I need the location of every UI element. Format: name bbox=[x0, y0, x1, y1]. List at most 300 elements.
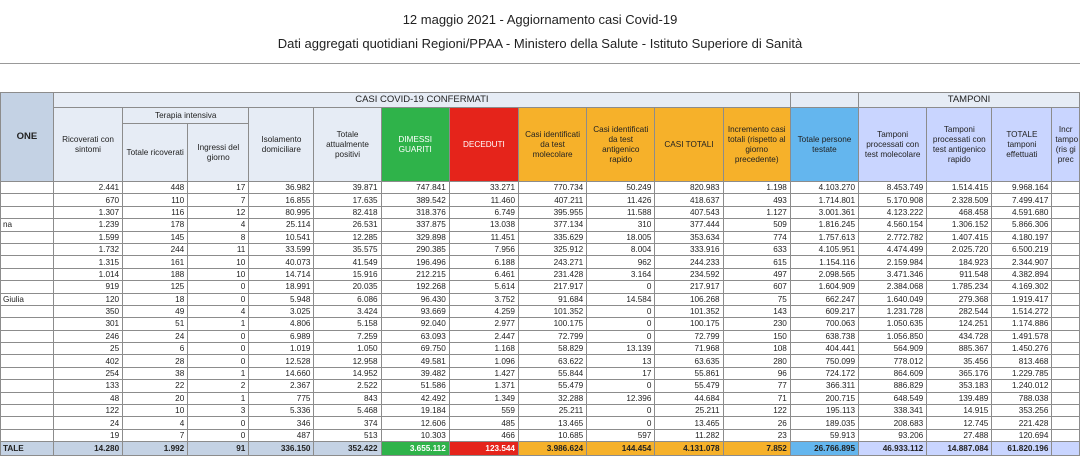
cell-value: 1.050.635 bbox=[859, 318, 927, 330]
cell-value: 750.099 bbox=[790, 355, 858, 367]
region-name bbox=[1, 206, 54, 218]
cell-value: 662.247 bbox=[790, 293, 858, 305]
cell-value: 770.734 bbox=[519, 182, 587, 194]
cell-value: 333.916 bbox=[655, 243, 723, 255]
region-name bbox=[1, 429, 54, 441]
cell-value: 195.113 bbox=[790, 405, 858, 417]
cell-value: 25.211 bbox=[519, 405, 587, 417]
cell-value: 189.035 bbox=[790, 417, 858, 429]
cell-value: 493 bbox=[723, 194, 790, 206]
cell-value: 23 bbox=[723, 429, 790, 441]
cell-value: 10 bbox=[188, 256, 249, 268]
cell-value: 100.175 bbox=[519, 318, 587, 330]
table-row bbox=[1, 330, 1080, 342]
cell-value: 208.683 bbox=[859, 417, 927, 429]
cell-value: 3.655.112 bbox=[381, 442, 449, 456]
cell-value: 0 bbox=[587, 281, 655, 293]
table-row bbox=[1, 281, 1080, 293]
cell-value: 19.184 bbox=[381, 405, 449, 417]
cell-value: 2.098.565 bbox=[790, 268, 858, 280]
cell-value: 1 bbox=[188, 392, 249, 404]
cell-value: 17 bbox=[587, 367, 655, 379]
cell-value: 336.150 bbox=[249, 442, 314, 456]
cell-value: 246 bbox=[53, 330, 122, 342]
cell-value: 1.127 bbox=[723, 206, 790, 218]
cell-value: 1.450.276 bbox=[992, 343, 1052, 355]
cell-value: 774 bbox=[723, 231, 790, 243]
cell-value: 14.584 bbox=[587, 293, 655, 305]
cell-value: 0 bbox=[587, 318, 655, 330]
cell-value: 96 bbox=[723, 367, 790, 379]
cell-value: 11 bbox=[188, 243, 249, 255]
cell-value: 10.541 bbox=[249, 231, 314, 243]
cell-value: 1.371 bbox=[449, 380, 518, 392]
cell-value: 18 bbox=[123, 293, 188, 305]
cell-value: 4.591.680 bbox=[992, 206, 1052, 218]
cell-value: 80.995 bbox=[249, 206, 314, 218]
cell-value: 101.352 bbox=[519, 305, 587, 317]
cell-value: 4 bbox=[188, 219, 249, 231]
cell-value: 3.471.346 bbox=[859, 268, 927, 280]
header-casi-totali: CASI TOTALI bbox=[655, 108, 723, 182]
header-incremento-tamponi: Incr tampo (ris gi prec bbox=[1052, 108, 1080, 182]
cell-value: 648.549 bbox=[859, 392, 927, 404]
region-name: Giulia bbox=[1, 293, 54, 305]
cell-value: 4.123.222 bbox=[859, 206, 927, 218]
cell-value: 12.958 bbox=[314, 355, 381, 367]
cell-value: 2.447 bbox=[449, 330, 518, 342]
cell-value: 14.915 bbox=[927, 405, 992, 417]
cell-value: 243.271 bbox=[519, 256, 587, 268]
cell-value: 4 bbox=[188, 305, 249, 317]
cell-value: 3.001.361 bbox=[790, 206, 858, 218]
cell-value bbox=[1052, 392, 1080, 404]
region-name bbox=[1, 243, 54, 255]
cell-value: 0 bbox=[188, 417, 249, 429]
cell-value: 6.188 bbox=[449, 256, 518, 268]
cell-value: 11.426 bbox=[587, 194, 655, 206]
cell-value: 1.514.415 bbox=[927, 182, 992, 194]
table-row bbox=[1, 256, 1080, 268]
cell-value: 638.738 bbox=[790, 330, 858, 342]
cell-value: 7.499.417 bbox=[992, 194, 1052, 206]
cell-value: 48 bbox=[53, 392, 122, 404]
cell-value: 196.496 bbox=[381, 256, 449, 268]
cell-value bbox=[1052, 281, 1080, 293]
cell-value: 3.164 bbox=[587, 268, 655, 280]
cell-value: 2.522 bbox=[314, 380, 381, 392]
cell-value: 19 bbox=[53, 429, 122, 441]
cell-value: 1.349 bbox=[449, 392, 518, 404]
cell-value: 0 bbox=[188, 429, 249, 441]
cell-value: 1.407.415 bbox=[927, 231, 992, 243]
cell-value: 96.430 bbox=[381, 293, 449, 305]
cell-value: 466 bbox=[449, 429, 518, 441]
cell-value: 8.453.749 bbox=[859, 182, 927, 194]
cell-value: 5.866.306 bbox=[992, 219, 1052, 231]
cell-value: 14.952 bbox=[314, 367, 381, 379]
table-row bbox=[1, 405, 1080, 417]
cell-value: 39.482 bbox=[381, 367, 449, 379]
cell-value: 123.544 bbox=[449, 442, 518, 456]
cell-value: 50.249 bbox=[587, 182, 655, 194]
cell-value: 27.488 bbox=[927, 429, 992, 441]
cell-value: 122 bbox=[723, 405, 790, 417]
header-ti-totale: Totale ricoverati bbox=[123, 124, 188, 182]
region-name bbox=[1, 343, 54, 355]
cell-value: 4.103.270 bbox=[790, 182, 858, 194]
header-tamponi-totale: TOTALE tamponi effettuati bbox=[992, 108, 1052, 182]
cell-value bbox=[1052, 330, 1080, 342]
cell-value: 407.543 bbox=[655, 206, 723, 218]
table-row bbox=[1, 194, 1080, 206]
cell-value: 338.341 bbox=[859, 405, 927, 417]
cell-value: 0 bbox=[188, 330, 249, 342]
cell-value: 1.640.049 bbox=[859, 293, 927, 305]
cell-value: 71.968 bbox=[655, 343, 723, 355]
cell-value: 5.948 bbox=[249, 293, 314, 305]
table-row bbox=[1, 243, 1080, 255]
cell-value: 12.528 bbox=[249, 355, 314, 367]
table-row bbox=[1, 305, 1080, 317]
region-name bbox=[1, 305, 54, 317]
cell-value: 161 bbox=[123, 256, 188, 268]
cell-value: 12.745 bbox=[927, 417, 992, 429]
table-row bbox=[1, 380, 1080, 392]
region-name bbox=[1, 355, 54, 367]
header-ricoverati: Ricoverati con sintomi bbox=[53, 108, 122, 182]
table-row bbox=[1, 206, 1080, 218]
cell-value: 389.542 bbox=[381, 194, 449, 206]
region-name bbox=[1, 194, 54, 206]
cell-value: 886.829 bbox=[859, 380, 927, 392]
cell-value bbox=[1052, 318, 1080, 330]
cell-value: 100.175 bbox=[655, 318, 723, 330]
cell-value: 497 bbox=[723, 268, 790, 280]
header-ti-ingressi: Ingressi del giorno bbox=[188, 124, 249, 182]
cell-value: 12.396 bbox=[587, 392, 655, 404]
cell-value: 5.468 bbox=[314, 405, 381, 417]
cell-value: 221.428 bbox=[992, 417, 1052, 429]
cell-value: 35.575 bbox=[314, 243, 381, 255]
cell-value: 18.991 bbox=[249, 281, 314, 293]
report-title: 12 maggio 2021 - Aggiornamento casi Covid-19 bbox=[402, 12, 678, 27]
cell-value: 418.637 bbox=[655, 194, 723, 206]
cell-value: 120 bbox=[53, 293, 122, 305]
cell-value: 2.772.782 bbox=[859, 231, 927, 243]
cell-value: 2.344.907 bbox=[992, 256, 1052, 268]
cell-value: 254 bbox=[53, 367, 122, 379]
region-name bbox=[1, 380, 54, 392]
region-name bbox=[1, 231, 54, 243]
cell-value: 290.385 bbox=[381, 243, 449, 255]
cell-value bbox=[1052, 206, 1080, 218]
cell-value: 5.158 bbox=[314, 318, 381, 330]
cell-value: 22 bbox=[123, 380, 188, 392]
cell-value: 184.923 bbox=[927, 256, 992, 268]
cell-value: 404.441 bbox=[790, 343, 858, 355]
table-row bbox=[1, 219, 1080, 231]
cell-value: 14.887.084 bbox=[927, 442, 992, 456]
cell-value: 46.933.112 bbox=[859, 442, 927, 456]
region-name bbox=[1, 405, 54, 417]
cell-value: 12.606 bbox=[381, 417, 449, 429]
cell-value: 513 bbox=[314, 429, 381, 441]
cell-value: 11.588 bbox=[587, 206, 655, 218]
cell-value: 110 bbox=[123, 194, 188, 206]
cell-value: 329.898 bbox=[381, 231, 449, 243]
cell-value: 26.766.895 bbox=[790, 442, 858, 456]
header-persone-testate: Totale persone testate bbox=[790, 108, 858, 182]
cell-value: 1.154.116 bbox=[790, 256, 858, 268]
cell-value: 1.307 bbox=[53, 206, 122, 218]
cell-value: 2.441 bbox=[53, 182, 122, 194]
cell-value: 55.479 bbox=[655, 380, 723, 392]
cell-value: 788.038 bbox=[992, 392, 1052, 404]
cell-value: 377.444 bbox=[655, 219, 723, 231]
cell-value: 775 bbox=[249, 392, 314, 404]
cell-value: 25 bbox=[53, 343, 122, 355]
cell-value: 1.306.152 bbox=[927, 219, 992, 231]
cell-value: 1.096 bbox=[449, 355, 518, 367]
cell-value: 49.581 bbox=[381, 355, 449, 367]
cell-value: 28 bbox=[123, 355, 188, 367]
cell-value: 1 bbox=[188, 367, 249, 379]
cell-value bbox=[1052, 219, 1080, 231]
cell-value: 4.169.302 bbox=[992, 281, 1052, 293]
cell-value: 1.239 bbox=[53, 219, 122, 231]
region-name: TALE bbox=[1, 442, 54, 456]
cell-value: 63.093 bbox=[381, 330, 449, 342]
cell-value: 77 bbox=[723, 380, 790, 392]
cell-value: 72.799 bbox=[519, 330, 587, 342]
cell-value: 864.609 bbox=[859, 367, 927, 379]
cell-value bbox=[1052, 305, 1080, 317]
cell-value: 0 bbox=[188, 281, 249, 293]
cell-value: 13.139 bbox=[587, 343, 655, 355]
cell-value: 2.367 bbox=[249, 380, 314, 392]
cell-value: 17 bbox=[188, 182, 249, 194]
cell-value: 0 bbox=[587, 330, 655, 342]
cell-value: 15.916 bbox=[314, 268, 381, 280]
cell-value: 820.983 bbox=[655, 182, 723, 194]
cell-value: 346 bbox=[249, 417, 314, 429]
cell-value bbox=[1052, 405, 1080, 417]
cell-value bbox=[1052, 429, 1080, 441]
cell-value: 1.240.012 bbox=[992, 380, 1052, 392]
cell-value: 116 bbox=[123, 206, 188, 218]
cell-value: 3.986.624 bbox=[519, 442, 587, 456]
cell-value: 8 bbox=[188, 231, 249, 243]
cell-value: 1.604.909 bbox=[790, 281, 858, 293]
cell-value: 4.180.197 bbox=[992, 231, 1052, 243]
region-name bbox=[1, 367, 54, 379]
cell-value: 402 bbox=[53, 355, 122, 367]
cell-value: 4 bbox=[123, 417, 188, 429]
cell-value: 26 bbox=[723, 417, 790, 429]
table-body bbox=[1, 182, 1080, 456]
cell-value: 143 bbox=[723, 305, 790, 317]
cell-value: 7.956 bbox=[449, 243, 518, 255]
cell-value: 11.451 bbox=[449, 231, 518, 243]
cell-value: 1.491.578 bbox=[992, 330, 1052, 342]
cell-value: 778.012 bbox=[859, 355, 927, 367]
cell-value: 51 bbox=[123, 318, 188, 330]
cell-value: 310 bbox=[587, 219, 655, 231]
header-dimessi: DIMESSI GUARITI bbox=[381, 108, 449, 182]
cell-value: 32.288 bbox=[519, 392, 587, 404]
cell-value: 395.955 bbox=[519, 206, 587, 218]
cell-value: 108 bbox=[723, 343, 790, 355]
cell-value: 244.233 bbox=[655, 256, 723, 268]
cell-value: 352.422 bbox=[314, 442, 381, 456]
cell-value: 365.176 bbox=[927, 367, 992, 379]
table-row bbox=[1, 231, 1080, 243]
cell-value: 122 bbox=[53, 405, 122, 417]
cell-value: 377.134 bbox=[519, 219, 587, 231]
cell-value bbox=[1052, 268, 1080, 280]
cell-value: 1.757.613 bbox=[790, 231, 858, 243]
cell-value: 4.382.894 bbox=[992, 268, 1052, 280]
cell-value: 353.634 bbox=[655, 231, 723, 243]
cell-value: 4.560.154 bbox=[859, 219, 927, 231]
cell-value: 0 bbox=[587, 417, 655, 429]
cell-value: 63.622 bbox=[519, 355, 587, 367]
cell-value: 353.256 bbox=[992, 405, 1052, 417]
cell-value bbox=[1052, 442, 1080, 456]
cell-value: 448 bbox=[123, 182, 188, 194]
cell-value: 92.040 bbox=[381, 318, 449, 330]
region-name bbox=[1, 330, 54, 342]
cell-value: 120.694 bbox=[992, 429, 1052, 441]
cell-value: 485 bbox=[449, 417, 518, 429]
table-row bbox=[1, 182, 1080, 194]
cell-value: 7 bbox=[188, 194, 249, 206]
region-name bbox=[1, 281, 54, 293]
header-molecolare: Casi identificati da test molecolare bbox=[519, 108, 587, 182]
cell-value: 24 bbox=[53, 417, 122, 429]
cell-value: 2.977 bbox=[449, 318, 518, 330]
cell-value: 144.454 bbox=[587, 442, 655, 456]
cell-value: 13 bbox=[587, 355, 655, 367]
cell-value: 49 bbox=[123, 305, 188, 317]
cell-value: 25.211 bbox=[655, 405, 723, 417]
cell-value: 20.035 bbox=[314, 281, 381, 293]
cell-value: 4.131.078 bbox=[655, 442, 723, 456]
header-antigenico: Casi identificati da test antigenico rapido bbox=[587, 108, 655, 182]
cell-value: 9.968.164 bbox=[992, 182, 1052, 194]
cell-value: 5.336 bbox=[249, 405, 314, 417]
cell-value bbox=[1052, 256, 1080, 268]
cell-value: 13.465 bbox=[655, 417, 723, 429]
cell-value: 10.303 bbox=[381, 429, 449, 441]
cell-value: 1.174.886 bbox=[992, 318, 1052, 330]
table-row bbox=[1, 417, 1080, 429]
cell-value: 55.844 bbox=[519, 367, 587, 379]
cell-value: 4.105.951 bbox=[790, 243, 858, 255]
cell-value: 280 bbox=[723, 355, 790, 367]
cell-value: 106.268 bbox=[655, 293, 723, 305]
cell-value: 2 bbox=[188, 380, 249, 392]
cell-value: 10.685 bbox=[519, 429, 587, 441]
cell-value: 564.909 bbox=[859, 343, 927, 355]
cell-value: 700.063 bbox=[790, 318, 858, 330]
cell-value: 6 bbox=[123, 343, 188, 355]
cell-value: 200.715 bbox=[790, 392, 858, 404]
cell-value: 231.428 bbox=[519, 268, 587, 280]
cell-value: 1 bbox=[188, 318, 249, 330]
cell-value: 91 bbox=[188, 442, 249, 456]
cell-value: 6.500.219 bbox=[992, 243, 1052, 255]
header-deceduti: DECEDUTI bbox=[449, 108, 518, 182]
cell-value: 434.728 bbox=[927, 330, 992, 342]
cell-value: 0 bbox=[188, 343, 249, 355]
cell-value: 885.367 bbox=[927, 343, 992, 355]
cell-value: 1.168 bbox=[449, 343, 518, 355]
cell-value: 12.285 bbox=[314, 231, 381, 243]
cell-value: 24 bbox=[123, 330, 188, 342]
cell-value bbox=[1052, 293, 1080, 305]
cell-value: 4.474.499 bbox=[859, 243, 927, 255]
cell-value: 8.004 bbox=[587, 243, 655, 255]
header-incremento: Incremento casi totali (rispetto al giorno precedente) bbox=[723, 108, 790, 182]
group-spacer bbox=[790, 93, 858, 108]
cell-value: 1.732 bbox=[53, 243, 122, 255]
cell-value: 911.548 bbox=[927, 268, 992, 280]
cell-value: 14.714 bbox=[249, 268, 314, 280]
cell-value: 3.752 bbox=[449, 293, 518, 305]
divider bbox=[0, 63, 1080, 64]
header-tamponi-antigenico: Tamponi processati con test antigenico rapido bbox=[927, 108, 992, 182]
cell-value: 55.861 bbox=[655, 367, 723, 379]
cell-value: 234.592 bbox=[655, 268, 723, 280]
cell-value: 217.917 bbox=[519, 281, 587, 293]
cell-value: 3.025 bbox=[249, 305, 314, 317]
cell-value: 63.635 bbox=[655, 355, 723, 367]
cell-value: 4.806 bbox=[249, 318, 314, 330]
cell-value: 7 bbox=[123, 429, 188, 441]
cell-value: 350 bbox=[53, 305, 122, 317]
cell-value bbox=[1052, 367, 1080, 379]
cell-value: 843 bbox=[314, 392, 381, 404]
cell-value bbox=[1052, 231, 1080, 243]
cell-value: 25.114 bbox=[249, 219, 314, 231]
table-row bbox=[1, 343, 1080, 355]
cell-value: 407.211 bbox=[519, 194, 587, 206]
covid-table-container bbox=[0, 92, 1080, 454]
header-positivi: Totale attualmente positivi bbox=[314, 108, 381, 182]
covid-data-table bbox=[0, 92, 1080, 456]
header-tamponi-molecolare: Tamponi processati con test molecolare bbox=[859, 108, 927, 182]
cell-value: 374 bbox=[314, 417, 381, 429]
cell-value: 0 bbox=[188, 355, 249, 367]
cell-value: 133 bbox=[53, 380, 122, 392]
cell-value: 6.461 bbox=[449, 268, 518, 280]
cell-value: 244 bbox=[123, 243, 188, 255]
cell-value: 919 bbox=[53, 281, 122, 293]
cell-value: 59.913 bbox=[790, 429, 858, 441]
cell-value: 609.217 bbox=[790, 305, 858, 317]
cell-value bbox=[1052, 343, 1080, 355]
cell-value: 93.669 bbox=[381, 305, 449, 317]
cell-value: 1.019 bbox=[249, 343, 314, 355]
cell-value: 2.328.509 bbox=[927, 194, 992, 206]
cell-value: 139.489 bbox=[927, 392, 992, 404]
region-name bbox=[1, 392, 54, 404]
cell-value: 962 bbox=[587, 256, 655, 268]
cell-value: 1.315 bbox=[53, 256, 122, 268]
table-row bbox=[1, 293, 1080, 305]
